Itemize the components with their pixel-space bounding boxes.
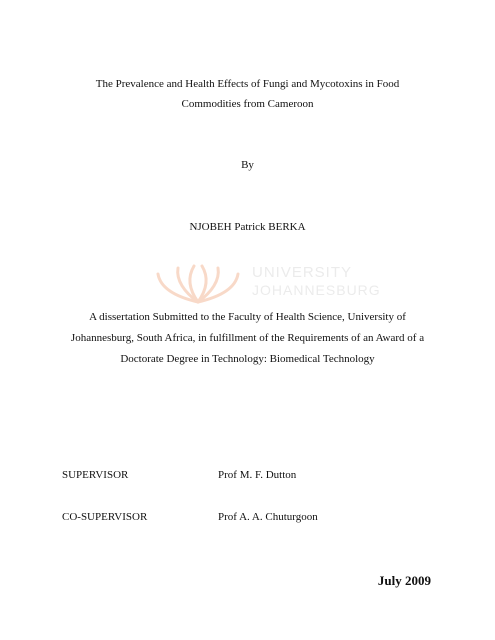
title-line-2: Commodities from Cameroon	[181, 98, 314, 110]
watermark-text-bottom: JOHANNESBURG	[252, 282, 381, 298]
author-name: NJOBEH Patrick BERKA	[189, 221, 306, 233]
title-line-1: The Prevalence and Health Effects of Fungi and Mycotoxins in Food	[95, 78, 400, 90]
description-line-1: A dissertation Submitted to the Faculty of Health Science, University of	[89, 311, 406, 323]
watermark-text-top: UNIVERSITY	[252, 264, 353, 281]
co-supervisor-name: Prof A. A. Chuturgoon	[218, 511, 318, 523]
by-label: By	[241, 159, 254, 171]
submission-date: July 2009	[377, 573, 431, 588]
supervisor-role: SUPERVISOR	[62, 469, 129, 481]
co-supervisor-role: CO-SUPERVISOR	[62, 511, 148, 523]
description-line-3: Doctorate Degree in Technology: Biomedical Technology	[120, 353, 375, 365]
university-watermark	[148, 262, 381, 306]
university-logo-icon	[148, 262, 248, 306]
description-line-2: Johannesburg, South Africa, in fulfillment of the Requirements of an Award of a	[70, 332, 425, 344]
supervisor-name: Prof M. F. Dutton	[218, 469, 297, 481]
